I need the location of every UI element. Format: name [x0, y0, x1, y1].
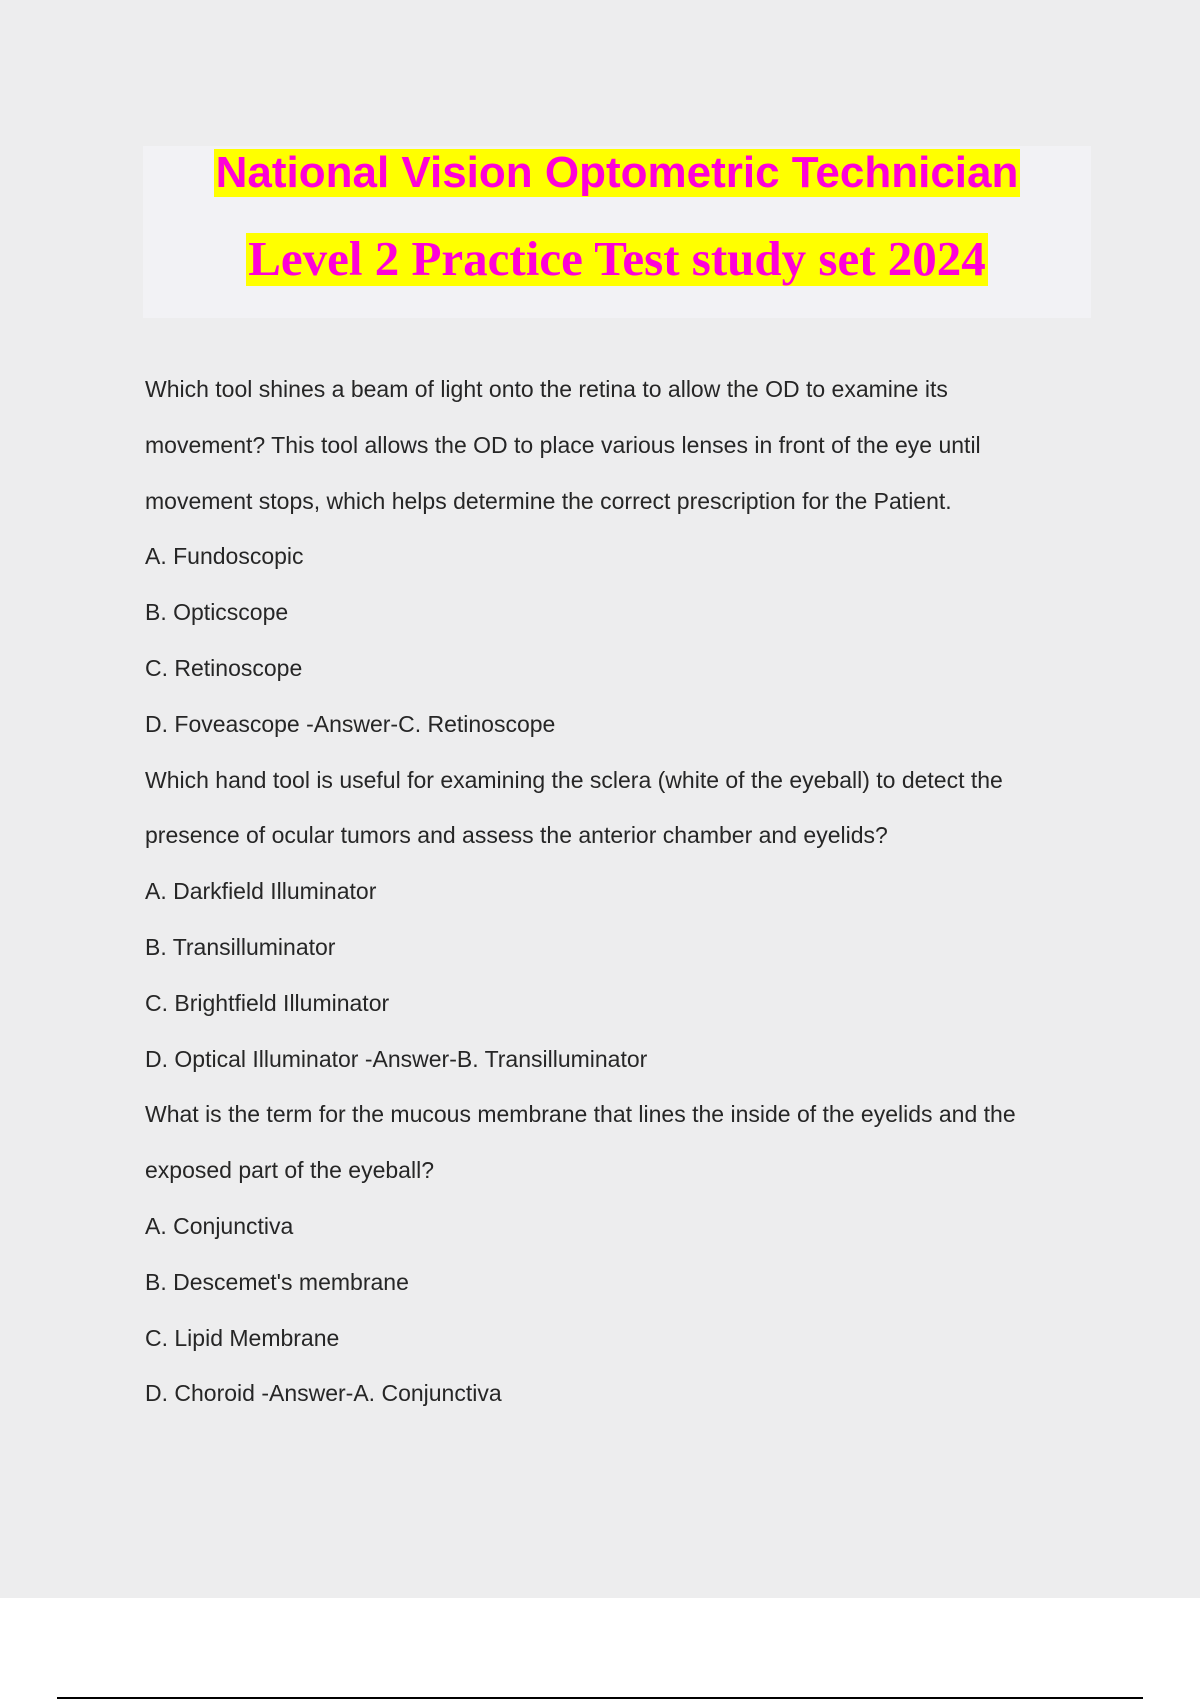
question-text-line: Which tool shines a beam of light onto the retina to allow the OD to examine its — [145, 376, 948, 402]
answer-option: A. Conjunctiva — [145, 1212, 294, 1239]
question-text-line: movement? This tool allows the OD to place various lenses in front of the eye until — [145, 431, 981, 458]
answer-option: A. Darkfield Illuminator — [145, 878, 377, 905]
page-divider — [57, 1697, 1143, 1699]
document-title-line-1: National Vision Optometric Technician — [215, 148, 1019, 197]
answer-option: A. Fundoscopic — [145, 543, 304, 570]
answer-option: C. Lipid Membrane — [145, 1324, 340, 1351]
title-block — [143, 146, 1091, 318]
answer-option-with-key: D. Choroid -Answer-A. Conjunctiva — [145, 1380, 502, 1407]
question-text-line: presence of ocular tumors and assess the anterior chamber and eyelids? — [145, 822, 888, 849]
question-text-line: exposed part of the eyeball? — [145, 1157, 434, 1184]
answer-option: C. Brightfield Illuminator — [145, 989, 390, 1016]
answer-option: B. Opticscope — [145, 599, 289, 626]
question-list — [145, 362, 1085, 1422]
answer-option-with-key: D. Foveascope -Answer-C. Retinoscope — [145, 710, 556, 737]
answer-option: B. Transilluminator — [145, 933, 336, 960]
question-text-line: movement stops, which helps determine the correct prescription for the Patient. — [145, 487, 952, 514]
answer-option: B. Descemet's membrane — [145, 1268, 409, 1295]
question-text-line: What is the term for the mucous membrane that lines the inside of the eyelids and the — [145, 1101, 1016, 1128]
answer-option: C. Retinoscope — [145, 654, 303, 681]
answer-option-with-key: D. Optical Illuminator -Answer-B. Transilluminator — [145, 1045, 648, 1072]
question-text-line: Which hand tool is useful for examining the sclera (white of the eyeball) to detect the — [145, 766, 1003, 793]
document-title-line-2: Level 2 Practice Test study set 2024 — [248, 231, 986, 286]
